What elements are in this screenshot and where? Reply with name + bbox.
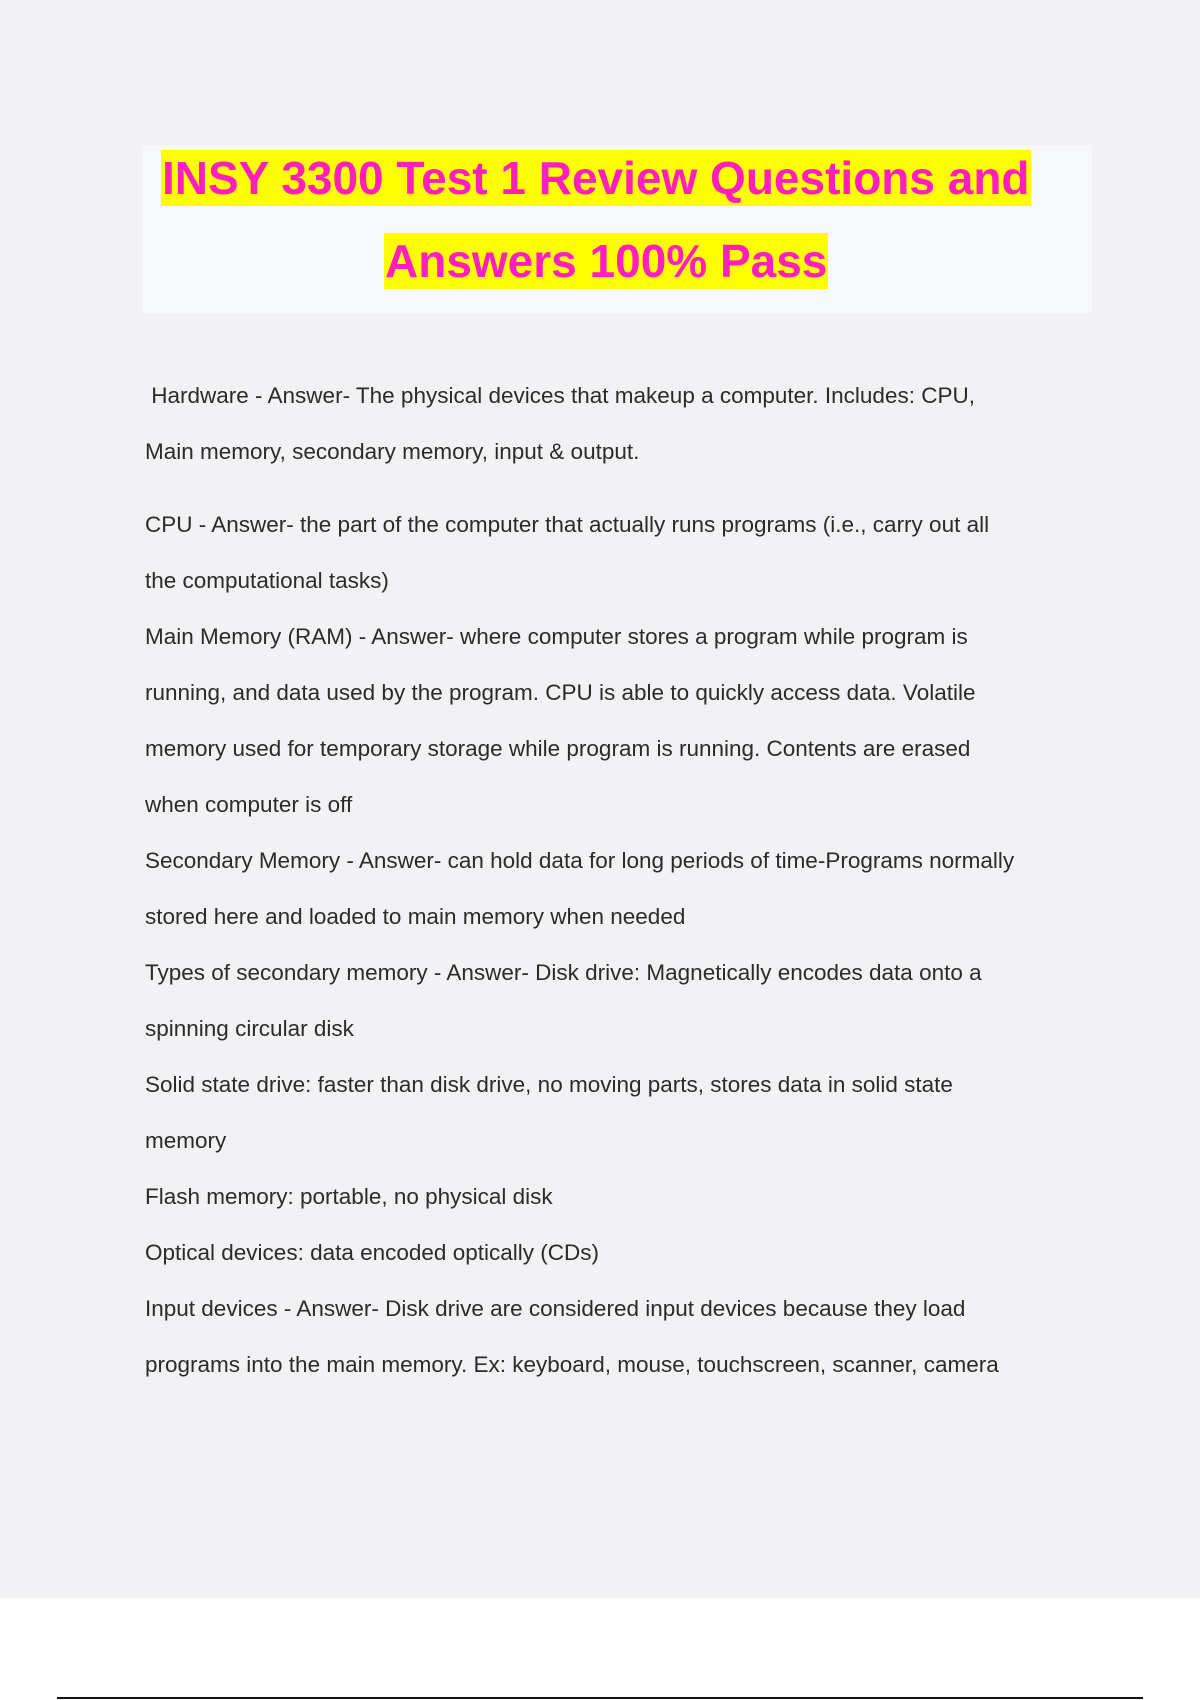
paragraph-gap <box>145 484 1095 501</box>
text-line: CPU - Answer- the part of the computer that actually runs programs (i.e., carry out all <box>145 512 990 537</box>
document-title-line-2: Answers 100% Pass <box>385 235 828 287</box>
text-line: Secondary Memory - Answer- can hold data for long periods of time-Programs normally <box>145 848 1015 873</box>
text-line: Hardware - Answer- The physical devices that makeup a computer. Includes: CPU, <box>145 383 975 408</box>
text-line: Optical devices: data encoded optically (CDs) <box>145 1240 599 1265</box>
text-line: stored here and loaded to main memory when needed <box>145 904 686 929</box>
document-body <box>145 372 1095 1397</box>
text-line: the computational tasks) <box>145 568 389 593</box>
text-line: Input devices - Answer- Disk drive are considered input devices because they load <box>145 1296 966 1321</box>
text-line: memory <box>145 1128 227 1153</box>
document-title-line-1: INSY 3300 Test 1 Review Questions and <box>162 152 1030 204</box>
text-line: Flash memory: portable, no physical disk <box>145 1184 553 1209</box>
text-line: Solid state drive: faster than disk drive, no moving parts, stores data in solid state <box>145 1072 953 1097</box>
footer-divider <box>57 1697 1143 1699</box>
text-line: Main Memory (RAM) - Answer- where computer stores a program while program is <box>145 624 968 649</box>
text-line: Types of secondary memory - Answer- Disk drive: Magnetically encodes data onto a <box>145 960 982 985</box>
text-line: when computer is off <box>145 792 353 817</box>
title-block <box>143 145 1092 313</box>
text-line: Main memory, secondary memory, input & output. <box>145 439 640 464</box>
text-line: running, and data used by the program. CPU is able to quickly access data. Volatile <box>145 680 976 705</box>
text-line: memory used for temporary storage while program is running. Contents are erased <box>145 736 971 761</box>
text-line: spinning circular disk <box>145 1016 354 1041</box>
text-line: programs into the main memory. Ex: keyboard, mouse, touchscreen, scanner, camera <box>145 1352 999 1377</box>
